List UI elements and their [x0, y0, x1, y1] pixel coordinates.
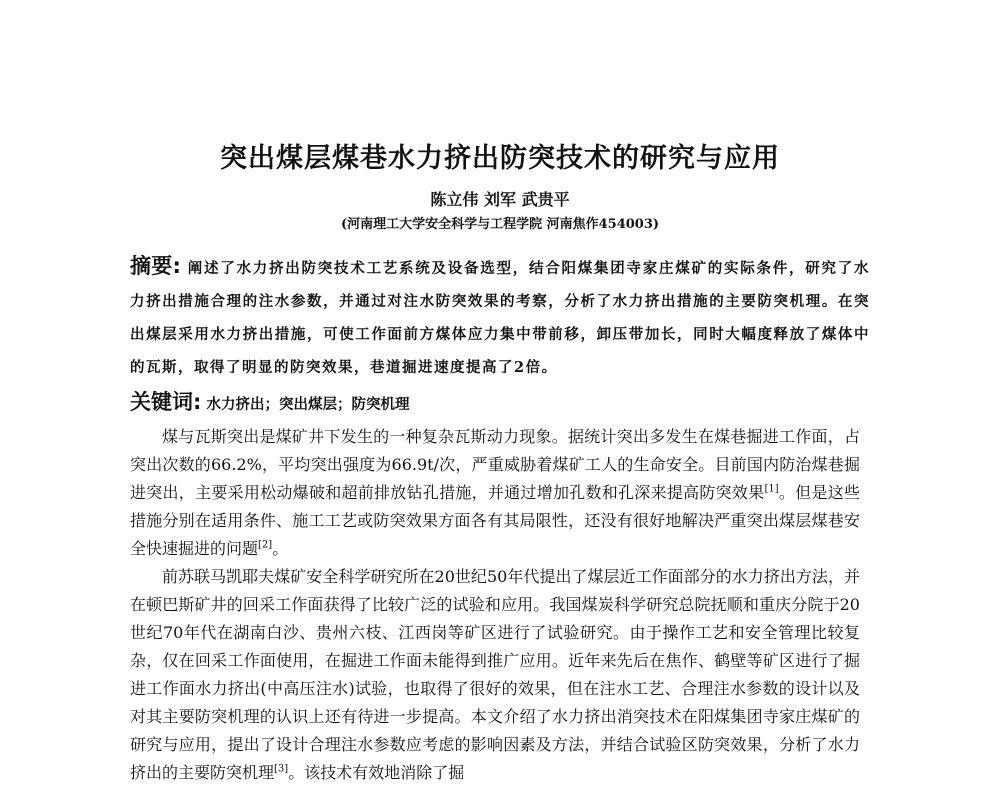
- citation-1: [1]: [764, 483, 779, 495]
- keywords-block: [130, 386, 870, 416]
- para1-part-c: 。: [272, 539, 289, 558]
- para2-part-b: 。该技术有效地消除了掘: [288, 763, 465, 782]
- para1-part-b: 。但是这些措施分别在适用条件、施工工艺或防突效果方面各有其局限性，还没有很好地解决严重突出煤层煤巷安全快速掘进的问题: [130, 483, 860, 558]
- keywords-label: 关键词:: [130, 390, 202, 414]
- paper-title: 突出煤层煤巷水力挤出防突技术的研究与应用: [220, 143, 780, 174]
- paper-authors: 陈立伟 刘军 武贵平: [430, 190, 570, 209]
- abstract-text: 阐述了水力挤出防突技术工艺系统及设备选型，结合阳煤集团寺家庄煤矿的实际条件，研究了水力挤出措施合理的注水参数，并通过对注水防突效果的考察，分析了水力挤出措施的主要防突机理。在突出煤层采用水力挤出措施，可使工作面前方煤体应力集中带前移，卸压带加长，同时大幅度释放了煤体中的瓦斯，取得了明显的防突效果，巷道掘进速度提高了2倍。: [130, 260, 870, 376]
- body-paragraph-2: [130, 563, 860, 787]
- abstract-label: 摘要:: [130, 254, 181, 278]
- body-paragraph-1: [130, 423, 860, 563]
- para1-part-a: 煤与瓦斯突出是煤矿井下发生的一种复杂瓦斯动力现象。据统计突出多发生在煤巷掘进工作面，占突出次数的66.2%，平均突出强度为66.9t/次，严重威胁着煤矿工人的生命安全。目前国内防治煤巷掘进突出，主要采用松动爆破和超前排放钻孔措施，并通过增加孔数和孔深来提高防突效果: [130, 427, 860, 502]
- paper-affiliation: (河南理工大学安全科学与工程学院 河南焦作454003): [340, 217, 660, 232]
- para2-part-a: 前苏联马凯耶夫煤矿安全科学研究所在20世纪50年代提出了煤层近工作面部分的水力挤出方法，并在顿巴斯矿井的回采工作面获得了比较广泛的试验和应用。我国煤炭科学研究总院抚顺和重庆分院于20世纪70年代在湖南白沙、贵州六枝、江西岗等矿区进行了试验研究。由于操作工艺和安全管理比较复杂，仅在回采工作面使用，在掘进工作面未能得到推广应用。近年来先后在焦作、鹤壁等矿区进行了掘进工作面水力挤出(中高压注水)试验，也取得了很好的效果，但在注水工艺、合理注水参数的设计以及对其主要防突机理的认识上还有待进一步提高。本文介绍了水力挤出消突技术在阳煤集团寺家庄煤矿的研究与应用，提出了设计合理注水参数应考虑的影响因素及方法，并结合试验区防突效果，分析了水力挤出的主要防突机理: [130, 567, 860, 782]
- abstract-block: [130, 250, 870, 384]
- citation-2: [2]: [258, 539, 273, 551]
- citation-3: [3]: [274, 763, 289, 775]
- body-text: [130, 423, 860, 787]
- keywords-text: 水力挤出；突出煤层；防突机理: [206, 396, 410, 413]
